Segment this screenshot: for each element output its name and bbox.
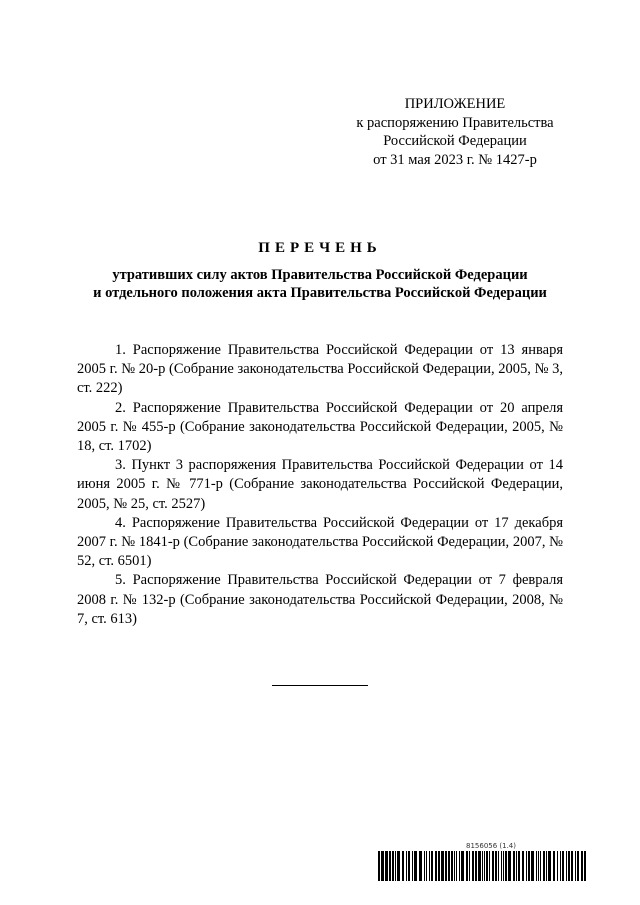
end-separator-line xyxy=(272,685,368,686)
appendix-label: ПРИЛОЖЕНИЕ xyxy=(404,96,506,112)
list-item: 1. Распоряжение Правительства Российской Федерации от 13 января 2005 г. № 20-р (Собрание законодательства Российской Федерации, 2005, № 3, ст. 222) xyxy=(77,342,563,397)
appendix-order-ref: к распоряжению Правительства xyxy=(356,114,554,131)
list-item: 4. Распоряжение Правительства Российской Федерации от 17 декабря 2007 г. № 1841-р (Собрание законодательства Российской Федерации, 2007, № 52, ст. 6501) xyxy=(77,514,563,570)
barcode-icon xyxy=(378,851,588,881)
appendix-date-number: от 31 мая 2023 г. № 1427-р xyxy=(373,151,537,168)
acts-list xyxy=(77,341,563,629)
appendix-header xyxy=(330,95,580,169)
document-title: ПЕРЕЧЕНЬ xyxy=(258,240,382,256)
appendix-government: Российской Федерации xyxy=(383,133,527,149)
list-item: 2. Распоряжение Правительства Российской Федерации от 20 апреля 2005 г. № 455-р (Собрание законодательства Российской Федерации, 2005, № 18, ст. 1702) xyxy=(77,399,563,455)
barcode-caption: 8156056 (1.4) xyxy=(466,842,516,850)
barcode-block xyxy=(378,842,588,882)
document-subtitle xyxy=(60,266,580,302)
list-item: 5. Распоряжение Правительства Российской Федерации от 7 февраля 2008 г. № 132-р (Собрание законодательства Российской Федерации, 2008, № 7, ст. 613) xyxy=(77,572,563,627)
subtitle-line-1: утративших силу актов Правительства Российской Федерации xyxy=(112,267,528,283)
subtitle-line-2: и отдельного положения акта Правительства Российской Федерации xyxy=(93,285,547,301)
list-item: 3. Пункт 3 распоряжения Правительства Российской Федерации от 14 июня 2005 г. № 771-р (Собрание законодательства Российской Федерации, 2005, № 25, ст. 2527) xyxy=(77,457,563,512)
